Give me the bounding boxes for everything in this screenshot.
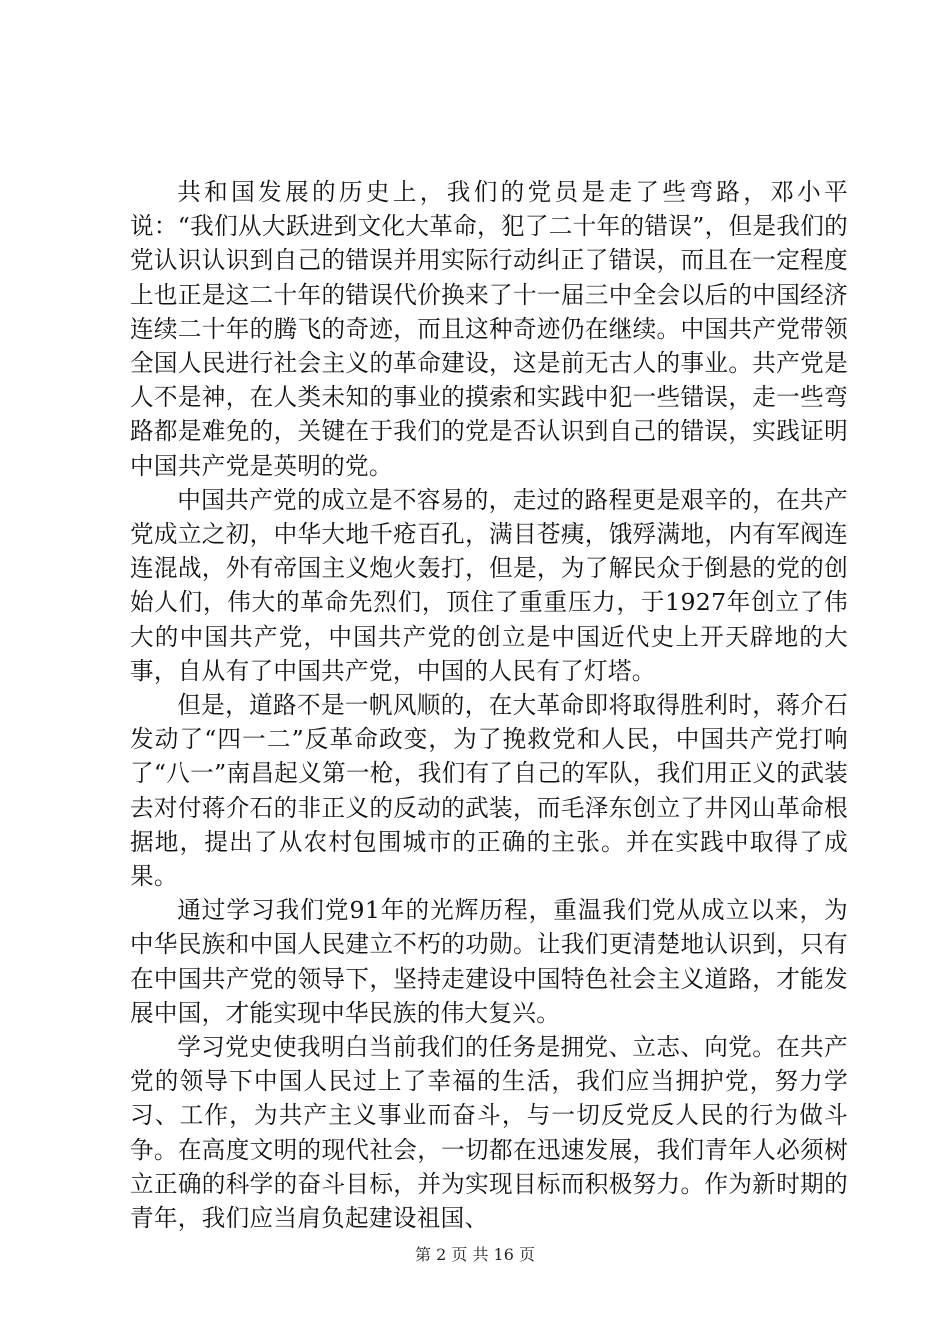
paragraph-1: 共和国发展的历史上，我们的党员是走了些弯路，邓小平说：“我们从大跃进到文化大革命，犯了二十年的错误”，但是我们的党认识认识到自己的错误并用实际行动纠正了错误，而且在一定程度上也正是这二十年的错误代价换来了十一届三中全会以后的中国经济连续二十年的腾飞的奇迹，而且这种奇迹仍在继续。中国共产党带领全国人民进行社会主义的革命建设，这是前无古人的事业。共产党是人不是神，在人类未知的事业的摸索和实践中犯一些错误，走一些弯路都是难免的，关键在于我们的党是否认识到自己的错误，实践证明中国共产党是英明的党。 <box>130 178 848 480</box>
paragraph-3: 但是，道路不是一帆风顺的，在大革命即将取得胜利时，蒋介石发动了“四一二”反革命政变，为了挽救党和人民，中国共产党打响了“八一”南昌起义第一枪，我们有了自己的军队，我们用正义的武装去对付蒋介石的非正义的反动的武装，而毛泽东创立了井冈山革命根据地，提出了从农村包围城市的正确的主张。并在实践中取得了成果。 <box>130 691 848 891</box>
document-body <box>130 175 848 1235</box>
page-number-footer: 第 2 页 共 16 页 <box>415 1245 535 1264</box>
paragraph-2: 中国共产党的成立是不容易的，走过的路程更是艰辛的，在共产党成立之初，中华大地千疮百孔，满目苍痍，饿殍满地，内有军阀连连混战，外有帝国主义炮火轰打，但是，为了解民众于倒悬的党的创始人们，伟大的革命先烈们，顶住了重重压力，于1927年创立了伟大的中国共产党，中国共产党的创立是中国近代史上开天辟地的大事，自从有了中国共产党，中国的人民有了灯塔。 <box>130 485 848 685</box>
paragraph-4: 通过学习我们党91年的光辉历程，重温我们党从成立以来，为中华民族和中国人民建立不朽的功勋。让我们更清楚地认识到，只有在中国共产党的领导下，坚持走建设中国特色社会主义道路，才能发展中国，才能实现中华民族的伟大复兴。 <box>130 896 848 1027</box>
paragraph-5: 学习党史使我明白当前我们的任务是拥党、立志、向党。在共产党的领导下中国人民过上了幸福的生活，我们应当拥护党，努力学习、工作，为共产主义事业而奋斗，与一切反党反人民的行为做斗争。在高度文明的现代社会，一切都在迅速发展，我们青年人必须树立正确的科学的奋斗目标，并为实现目标而积极努力。作为新时期的青年，我们应当肩负起建设祖国、 <box>130 1033 848 1233</box>
